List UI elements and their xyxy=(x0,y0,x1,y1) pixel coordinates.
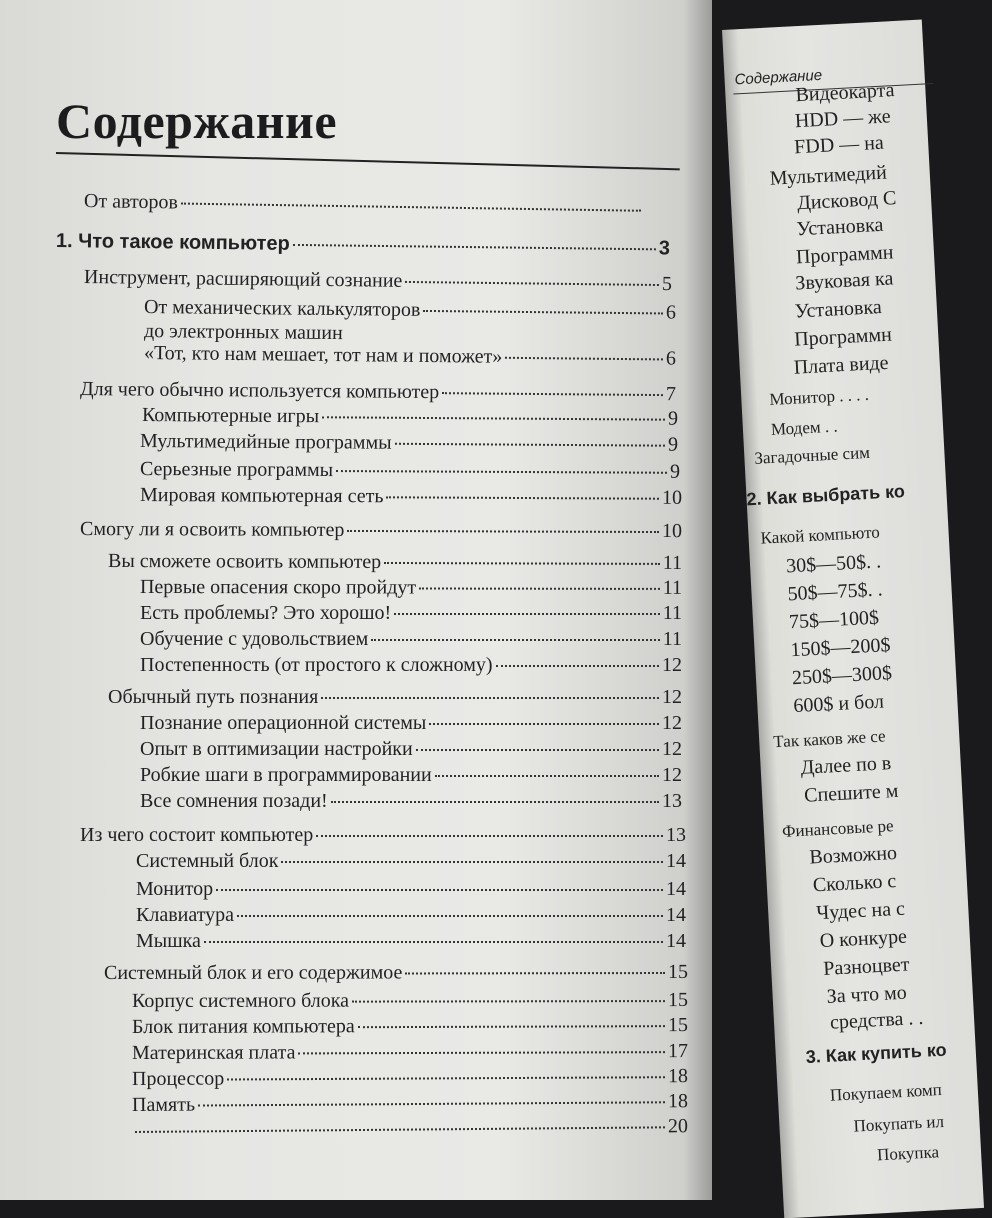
toc-line: Далее по в xyxy=(800,752,892,779)
toc-entry[interactable]: Системный блок и его содержимое 15 xyxy=(103,960,689,984)
toc-entry[interactable]: Блок питания компьютера 15 xyxy=(131,1014,689,1038)
toc-entry[interactable]: Познание операционной системы 12 xyxy=(140,712,682,734)
toc-entry[interactable]: Инструмент, расширяющий сознание 5 xyxy=(83,266,673,296)
toc-entry[interactable]: Все сомнения позади! 13 xyxy=(140,790,682,812)
toc-entry[interactable]: Обучение с удовольствием 11 xyxy=(140,628,682,650)
toc-line: Покупаем комп xyxy=(829,1079,943,1105)
toc-line: За что мо xyxy=(826,981,908,1008)
toc-entry[interactable]: Из чего состоит компьютер 13 xyxy=(80,824,686,846)
toc-entry-chapter-1[interactable]: 1. Что такое компьютер 3 xyxy=(55,230,671,260)
toc-entry[interactable]: Робкие шаги в программировании 12 xyxy=(140,764,682,786)
toc-line: FDD — на xyxy=(793,131,885,159)
toc-entry[interactable]: 20 xyxy=(132,1115,688,1143)
toc-entry[interactable]: Мышка 14 xyxy=(136,930,686,952)
toc-line: 30$—50$. . xyxy=(785,550,882,578)
toc-line: Какой компьюто xyxy=(760,522,881,548)
toc-line: Покупка xyxy=(876,1142,940,1165)
toc-entry[interactable]: Процессор 18 xyxy=(131,1065,689,1090)
toc-entry[interactable]: Для чего обычно используется компьютер 7 xyxy=(79,378,677,406)
toc-line: Чудес на с xyxy=(815,897,906,925)
toc-line: Плата виде xyxy=(793,351,890,379)
running-header: Содержание xyxy=(734,66,823,89)
toc-entry[interactable]: до электронных машин xyxy=(143,320,343,345)
toc-line: Установка xyxy=(794,296,883,323)
toc-line: Мультимедий xyxy=(769,161,888,190)
toc-entry[interactable]: Системный блок 14 xyxy=(136,850,686,872)
toc-line: Спешите м xyxy=(803,779,899,807)
toc-entry[interactable]: Мировая компьютерная сеть 10 xyxy=(139,484,683,509)
right-page xyxy=(722,20,984,1218)
toc-line: Возможно xyxy=(808,841,898,869)
toc-line: Программн xyxy=(795,241,894,269)
toc-line: Звуковая ка xyxy=(794,267,894,295)
toc-line: 75$—100$ xyxy=(788,606,880,634)
toc-line: Программн xyxy=(793,323,893,351)
toc-line: 50$—75$. . xyxy=(787,578,884,606)
toc-entry[interactable]: Смогу ли я освоить компьютер 10 xyxy=(79,518,683,543)
toc-line: 250$—300$ xyxy=(791,662,893,690)
page-title: Содержание xyxy=(56,93,338,149)
toc-line: Установка xyxy=(795,213,884,241)
toc-entry[interactable]: Первые опасения скоро пройдут 11 xyxy=(139,576,683,599)
toc-line: 150$—200$ xyxy=(789,634,891,662)
toc-entry[interactable]: Постепенность (от простого к сложному) 12 xyxy=(140,654,682,676)
toc-entry[interactable]: Память 18 xyxy=(131,1090,689,1116)
toc-line: средства . . xyxy=(829,1006,924,1034)
toc-entry[interactable]: Мультимедийные программы 9 xyxy=(139,430,679,456)
toc-entry[interactable]: «Тот, кто нам мешает, тот нам и поможет» 6 xyxy=(143,342,677,370)
toc-line-chapter-2: 2. Как выбрать ко xyxy=(746,481,906,510)
toc-line: Модем . . xyxy=(770,416,839,439)
toc-entry[interactable]: Опыт в оптимизации настройки 12 xyxy=(140,738,682,760)
toc-line-chapter-3: 3. Как купить ко xyxy=(805,1039,948,1068)
toc-line: Покупать ил xyxy=(853,1111,945,1136)
toc-entry[interactable]: Монитор 14 xyxy=(136,878,686,900)
toc-entry[interactable]: Есть проблемы? Это хорошо! 11 xyxy=(140,602,682,624)
toc-entry[interactable]: От механических калькуляторов 6 xyxy=(143,296,677,324)
toc-entry[interactable]: Клавиатура 14 xyxy=(136,904,686,926)
toc-line: Финансовые ре xyxy=(781,816,894,841)
toc-entry[interactable]: Компьютерные игры 9 xyxy=(141,404,679,430)
toc-entry[interactable]: Корпус системного блока 15 xyxy=(131,989,689,1012)
toc-line: Монитор . . . . xyxy=(768,384,870,410)
toc-line: О конкуре xyxy=(819,925,908,953)
toc-line: 600$ и бол xyxy=(792,690,885,718)
toc-entry[interactable]: Серьезные программы 9 xyxy=(139,458,681,483)
toc-entry[interactable]: Обычный путь познания 12 xyxy=(108,686,682,708)
toc-entry-from-authors[interactable]: От авторов xyxy=(84,190,644,222)
toc-line: Видеокарта xyxy=(794,79,895,107)
toc-line: Разноцвет xyxy=(822,953,910,980)
toc-line: Загадочные сим xyxy=(753,442,871,468)
toc-entry[interactable]: Вы сможете освоить компьютер 11 xyxy=(107,550,683,575)
toc-line: Так каков же се xyxy=(772,726,887,752)
toc-line: HDD — же xyxy=(794,105,892,133)
toc-entry[interactable]: Материнская плата 17 xyxy=(131,1040,689,1064)
toc-line: Сколько с xyxy=(812,870,897,897)
toc-line: Дисковод С xyxy=(796,187,897,215)
